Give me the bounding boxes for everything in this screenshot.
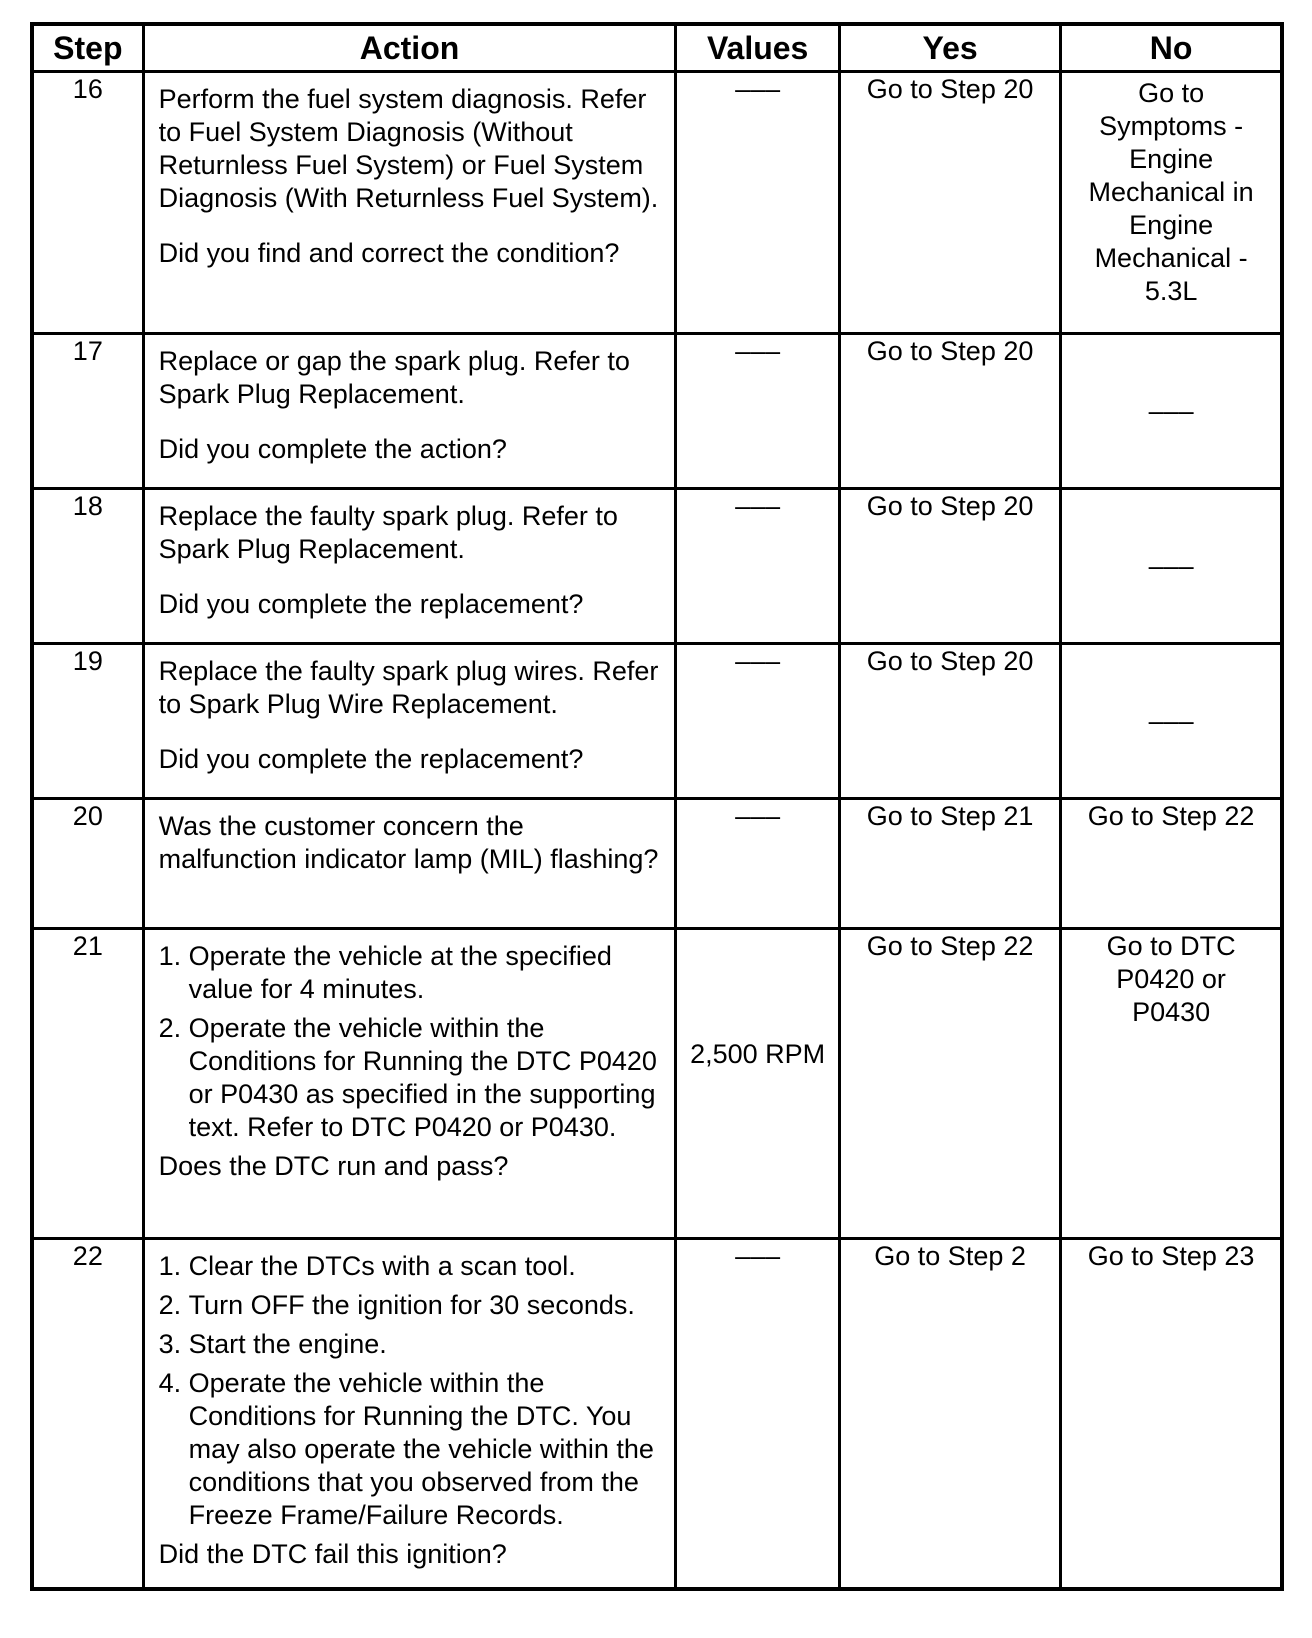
table-row <box>32 644 1282 799</box>
values-cell: ––– <box>676 489 840 644</box>
action-question: Did the DTC fail this ignition? <box>158 1539 507 1569</box>
list-item: 1. Operate the vehicle at the specified value for 4 minutes. <box>189 940 661 1006</box>
table-row <box>32 1239 1282 1589</box>
yes-cell: Go to Step 20 <box>839 489 1060 644</box>
step-number: 21 <box>32 929 143 1239</box>
action-cell <box>143 1239 676 1589</box>
list-item: 1. Clear the DTCs with a scan tool. <box>189 1250 661 1283</box>
no-cell: Go to Symptoms - Engine Mechanical in Engine Mechanical - 5.3L <box>1061 72 1282 334</box>
values-cell: ––– <box>676 1239 840 1589</box>
header-no: No <box>1061 24 1282 72</box>
table-row <box>32 72 1282 334</box>
action-question: Did you complete the replacement? <box>158 744 584 774</box>
action-cell <box>143 489 676 644</box>
no-cell: Go to Step 23 <box>1061 1239 1282 1589</box>
step-number: 19 <box>32 644 143 799</box>
action-question: Did you find and correct the condition? <box>158 238 620 268</box>
action-cell <box>143 799 676 929</box>
yes-cell: Go to Step 22 <box>839 929 1060 1239</box>
no-cell: ––– <box>1061 334 1282 489</box>
step-number: 22 <box>32 1239 143 1589</box>
action-cell <box>143 72 676 334</box>
step-number: 17 <box>32 334 143 489</box>
action-question: Did you complete the replacement? <box>158 589 584 619</box>
action-steps <box>159 940 661 1144</box>
values-cell: ––– <box>676 799 840 929</box>
action-text: Replace the faulty spark plug wires. Refer to Spark Plug Wire Replacement. <box>158 656 659 719</box>
values-cell: ––– <box>676 334 840 489</box>
yes-cell: Go to Step 20 <box>839 644 1060 799</box>
action-text: Was the customer concern the malfunction indicator lamp (MIL) flashing? <box>158 811 659 874</box>
action-steps <box>159 1250 661 1532</box>
action-cell <box>143 644 676 799</box>
list-item: 2. Turn OFF the ignition for 30 seconds. <box>189 1289 661 1322</box>
no-cell: Go to Step 22 <box>1061 799 1282 929</box>
no-cell: ––– <box>1061 644 1282 799</box>
yes-cell: Go to Step 21 <box>839 799 1060 929</box>
action-text: Replace the faulty spark plug. Refer to Spark Plug Replacement. <box>158 501 618 564</box>
yes-cell: Go to Step 20 <box>839 72 1060 334</box>
table-row <box>32 334 1282 489</box>
no-cell: Go to DTC P0420 or P0430 <box>1061 929 1282 1239</box>
header-values: Values <box>676 24 840 72</box>
header-step: Step <box>32 24 143 72</box>
action-question: Did you complete the action? <box>158 434 507 464</box>
table-row <box>32 929 1282 1239</box>
action-text: Perform the fuel system diagnosis. Refer to Fuel System Diagnosis (Without Returnless Fuel System) or Fuel System Diagnosis (With Returnless Fuel System). <box>158 84 659 213</box>
list-item: 2. Operate the vehicle within the Conditions for Running the DTC P0420 or P0430 as specified in the supporting text. Refer to DTC P0420 or P0430. <box>189 1012 661 1144</box>
header-action: Action <box>143 24 676 72</box>
header-yes: Yes <box>839 24 1060 72</box>
action-cell <box>143 334 676 489</box>
action-question: Does the DTC run and pass? <box>158 1151 509 1181</box>
yes-cell: Go to Step 20 <box>839 334 1060 489</box>
action-text: Replace or gap the spark plug. Refer to Spark Plug Replacement. <box>158 346 630 409</box>
values-cell: 2,500 RPM <box>676 929 840 1239</box>
list-item: 3. Start the engine. <box>189 1328 661 1361</box>
values-cell: ––– <box>676 72 840 334</box>
no-cell: ––– <box>1061 489 1282 644</box>
values-cell: ––– <box>676 644 840 799</box>
step-number: 16 <box>32 72 143 334</box>
step-number: 20 <box>32 799 143 929</box>
step-number: 18 <box>32 489 143 644</box>
diagnostic-table <box>30 22 1284 1591</box>
table-row <box>32 489 1282 644</box>
action-cell <box>143 929 676 1239</box>
list-item: 4. Operate the vehicle within the Conditions for Running the DTC. You may also operate the vehicle within the conditions that you observed from the Freeze Frame/Failure Records. <box>189 1367 661 1532</box>
table-row <box>32 799 1282 929</box>
yes-cell: Go to Step 2 <box>839 1239 1060 1589</box>
header-row <box>32 24 1282 72</box>
